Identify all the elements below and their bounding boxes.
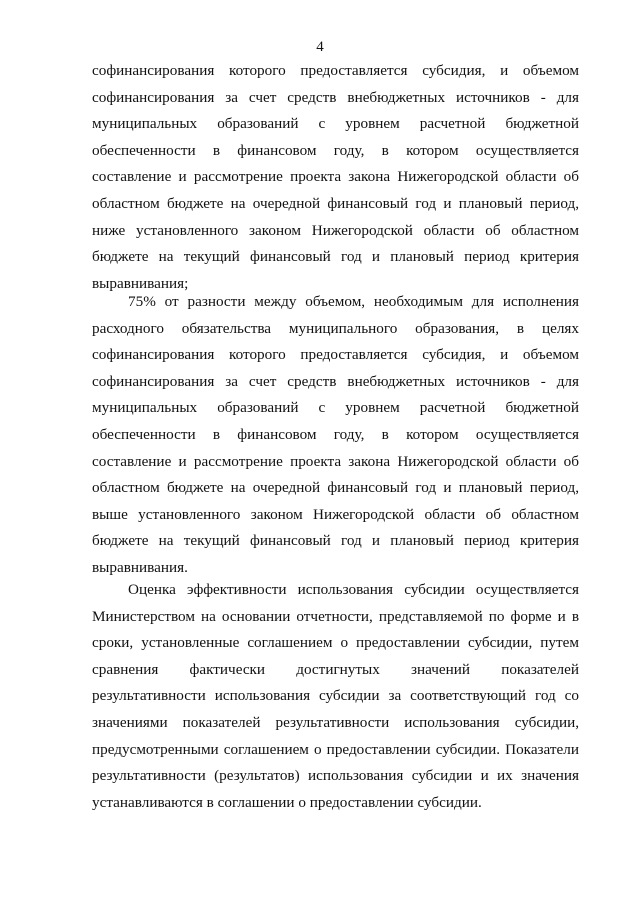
text-line: результативности использования субсидии за соответствующий год со — [92, 687, 579, 705]
text-line: Оценка эффективности использования субсидии осуществляется — [128, 581, 579, 598]
text-line: областном бюджете на очередной финансовый год и плановый период, — [92, 479, 579, 497]
text-line: 75% от разности между объемом, необходимым для исполнения — [128, 293, 579, 310]
text-line: значениями показателей результативности использования субсидии, — [92, 713, 579, 731]
text-line: областном бюджете на очередной финансовый год и плановый период, — [92, 194, 579, 212]
text-line: муниципальных образований с уровнем расчетной бюджетной — [92, 115, 579, 133]
text-line: расходного обязательства муниципального образования, в целях — [92, 319, 579, 337]
paragraph-evaluation — [92, 577, 579, 816]
text-line: составление и рассмотрение проекта закона Нижегородской области об — [92, 452, 579, 470]
text-line: выше установленного законом Нижегородской области об областном — [92, 505, 579, 523]
text-line: сравнения фактически достигнутых значений показателей — [92, 660, 579, 678]
text-line: обеспеченности в финансовом году, в котором осуществляется — [92, 141, 579, 159]
text-line: софинансирования которого предоставляется субсидия, и объемом — [92, 346, 579, 364]
text-line: софинансирования за счет средств внебюджетных источников - для — [92, 372, 579, 390]
text-line: софинансирования которого предоставляется субсидия, и объемом — [92, 62, 579, 79]
text-line: составление и рассмотрение проекта закона Нижегородской области об — [92, 168, 579, 186]
text-line: устанавливаются в соглашении о предоставлении субсидии. — [92, 793, 482, 811]
text-line: бюджете на текущий финансовый год и плановый период критерия — [92, 532, 579, 550]
text-line: муниципальных образований с уровнем расчетной бюджетной — [92, 399, 579, 417]
paragraph-75-percent — [92, 289, 579, 582]
text-line: выравнивания. — [92, 558, 188, 576]
text-line: предусмотренными соглашением о предоставлении субсидии. Показатели — [92, 740, 579, 758]
text-line: ниже установленного законом Нижегородской области об областном — [92, 221, 579, 239]
text-line: бюджете на текущий финансовый год и плановый период критерия — [92, 248, 579, 266]
text-line: сроки, установленные соглашением о предоставлении субсидии, путем — [92, 634, 579, 652]
text-line: Министерством на основании отчетности, представляемой по форме и в — [92, 607, 579, 625]
text-line: выравнивания; — [92, 274, 189, 292]
text-line: обеспеченности в финансовом году, в котором осуществляется — [92, 425, 579, 443]
page-number: 4 — [316, 39, 324, 55]
text-line: результативности (результатов) использования субсидии и их значения — [92, 767, 579, 785]
text-line: софинансирования за счет средств внебюджетных источников - для — [92, 88, 579, 106]
paragraph-continuation — [92, 58, 579, 297]
